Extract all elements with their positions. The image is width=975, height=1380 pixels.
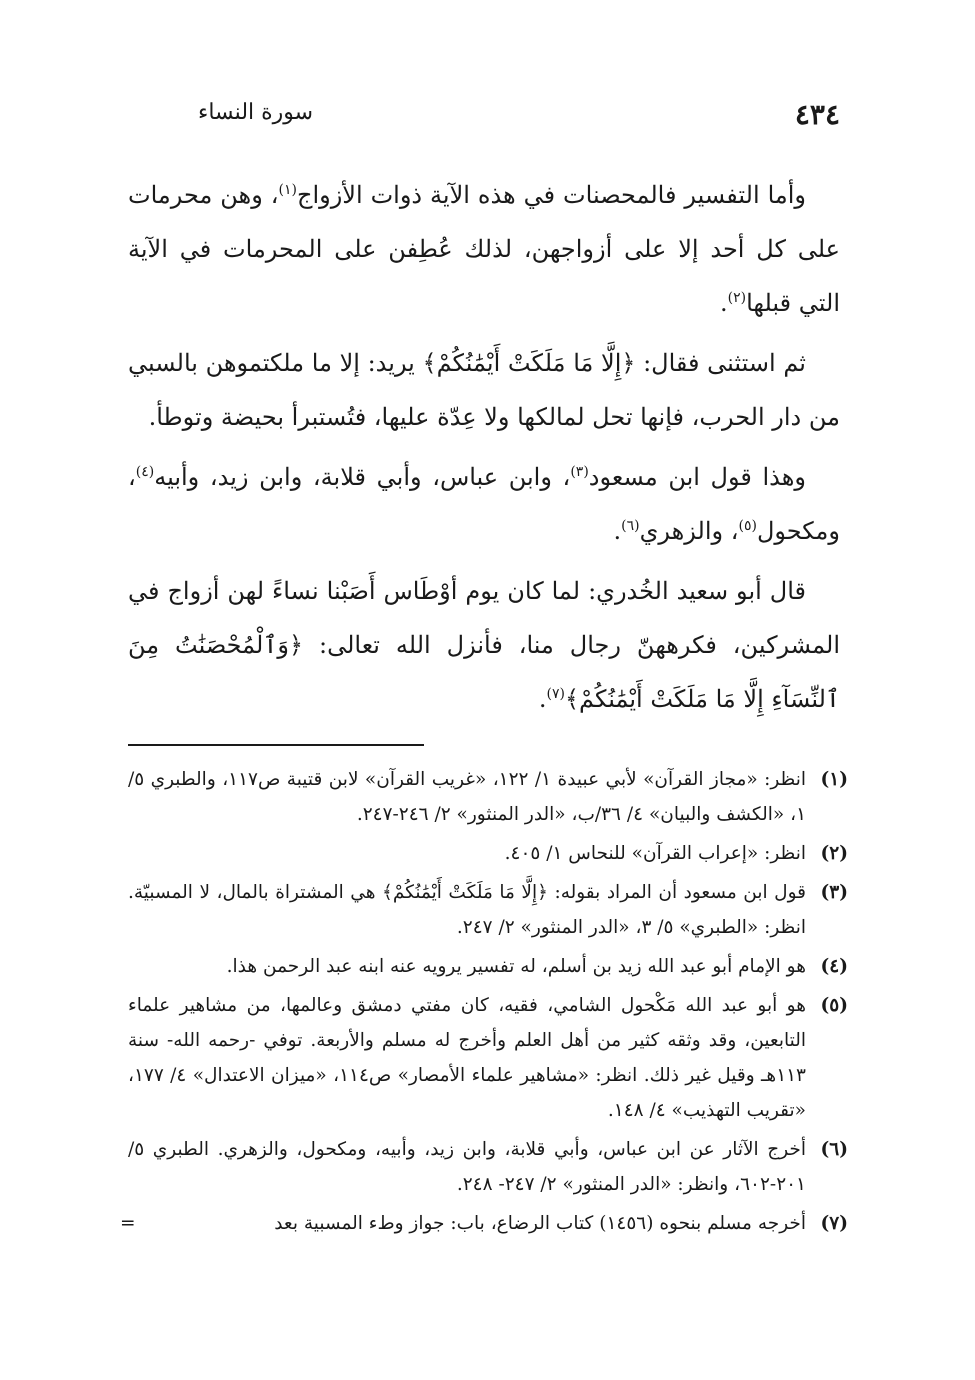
body-paragraph (128, 450, 840, 558)
paragraph-text: وهذا قول ابن مسعود (588, 463, 806, 491)
footnote-text: انظر: «مجاز القرآن» لأبي عبيدة ١/ ١٢٢، «غريب القرآن» لابن قتيبة ص١١٧، والطبري ٥/ ١، «الكشف والبيان» ٤/ ٣٦/ب، «الدر المنثور» ٢/ ٢٤٦-٢٤٧. (128, 769, 807, 825)
paragraph-text: ، وابن عباس، وأبي قلابة، وابن زيد، وأبيه (154, 463, 571, 491)
footnote (128, 949, 848, 984)
paragraph-text: . (720, 289, 728, 317)
paragraph-text: ، وهن محرمات على كل أحد إلا على أزواجهن، لذلك عُطِفن على المحرمات في الآية التي قبلها (128, 181, 840, 317)
body-paragraph (128, 564, 840, 726)
paragraph-text: ، والزهري (639, 517, 739, 545)
footnote (128, 836, 848, 871)
footnote-ref[interactable]: (٢) (727, 290, 747, 306)
paragraph-text: ، ومكحول (128, 463, 840, 545)
footnotes (120, 762, 848, 1245)
footnote-number: (٤) (820, 956, 848, 977)
page-number: ٤٣٤ (794, 98, 840, 131)
footnote-ref[interactable]: (٣) (570, 464, 589, 480)
paragraph-text: قال أبو سعيد الخُدري: لما كان يوم أوْطَاس أَصَبْنا نساءً لهن أزواج في المشركين، فكرههنّ رجال منا، فأنزل الله تعالى: ﴿وَٱلْمُحْصَنَٰتُ مِنَ ٱلنِّسَآءِ إِلَّا مَا مَلَكَتْ أَيْمَٰنُكُمْ﴾ (128, 577, 840, 713)
footnote-number: (٧) (820, 1213, 848, 1234)
footnote (128, 1132, 848, 1202)
footnote-ref[interactable]: (٤) (135, 464, 155, 480)
footnote-text: قول ابن مسعود أن المراد بقوله: ﴿إِلَّا مَا مَلَكَتْ أَيْمَٰنُكُمْ﴾ هي المشتراة بالمال، لا المسبيّة. انظر: «الطبري» ٥/ ٣، «الدر المنثور» ٢/ ٢٤٧. (128, 882, 806, 938)
paragraph-text: . (613, 517, 622, 545)
paragraph-text: وأما التفسير فالمحصنات في هذه الآية ذوات الأزواج (296, 181, 807, 209)
main-text (128, 168, 840, 732)
footnote (128, 988, 848, 1128)
footnote-text: أخرجه مسلم بنحوه (١٤٥٦) كتاب الرضاع، باب: جواز وطء المسبية بعد (274, 1213, 806, 1234)
footnote-number: (٣) (820, 882, 848, 903)
body-paragraph (128, 336, 840, 444)
footnote-ref[interactable]: (٦) (621, 518, 640, 534)
footnote-ref[interactable]: (٥) (738, 518, 757, 534)
footnote-number: (٦) (820, 1139, 848, 1160)
footnote-separator (128, 744, 424, 746)
footnote-number: (٥) (820, 995, 848, 1016)
footnote-text: هو أبو عبد الله مَكْحول الشامي، فقيه، كان مفتي دمشق وعالمها، من مشاهير علماء التابعين، وقد وثقه كثير من أهل العلم وأخرج له مسلم والأربعة. توفي -رحمه الله- سنة ١١٣هـ وقيل غير ذلك. انظر: «مشاهير علماء الأمصار» ص١١٤، «ميزان الاعتدال» ٤/ ١٧٧، «تقريب التهذيب» ٤/ ١٤٨. (128, 995, 806, 1121)
footnote (120, 1206, 848, 1241)
footnote-number: (٢) (820, 843, 848, 864)
surah-title: سورة النساء (198, 100, 314, 125)
body-paragraph (128, 168, 840, 330)
footnote-text: انظر: «إعراب القرآن» للنحاس ١/ ٤٠٥. (504, 843, 806, 864)
paragraph-text: . (538, 685, 547, 713)
footnote-text: هو الإمام أبو عبد الله زيد بن أسلم، له تفسير يرويه عنه ابنه عبد الرحمن هذا. (226, 956, 806, 977)
footnote-number: (١) (820, 769, 848, 790)
running-header (128, 96, 840, 136)
footnote (128, 875, 848, 945)
footnote-ref[interactable]: (١) (278, 182, 297, 198)
footnote-ref[interactable]: (٧) (546, 686, 565, 702)
continuation-mark: = (120, 1213, 136, 1234)
footnote-text: أخرج الآثار عن ابن عباس، وأبي قلابة، وابن زيد، وأبيه، ومكحول، والزهري. الطبري ٥/ ٢٠١-٦٠٢، وانظر: «الدر المنثور» ٢/ ٢٤٧- ٢٤٨. (128, 1139, 806, 1195)
footnote (128, 762, 848, 832)
paragraph-text: ثم استثنى فقال: ﴿إِلَّا مَا مَلَكَتْ أَيْمَٰنُكُمْ﴾ يريد: إلا ما ملكتموهن بالسبي من دار الحرب، فإنها تحل لمالكها ولا عِدّة عليها، فتُستبرأ بحيضة وتوطأ. (128, 349, 840, 431)
